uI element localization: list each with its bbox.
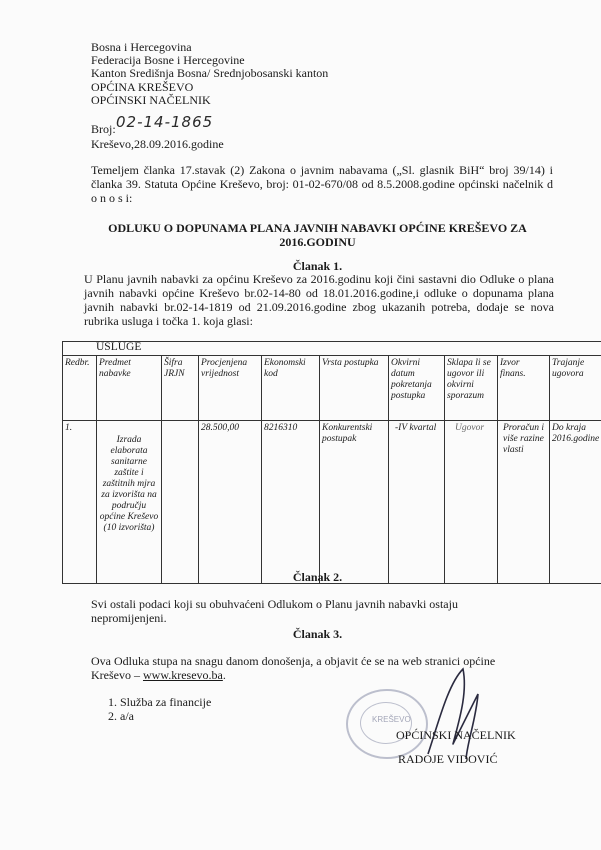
header-line-country: Bosna i Hercegovina [91,40,192,54]
cell-sifra [162,421,199,584]
signature-role: OPĆINSKI NAČELNIK [396,728,516,742]
cell-datum: -IV kvartal [389,421,445,584]
website-link[interactable]: www.kresevo.ba [142,668,223,682]
cell-trajanje: Do kraja 2016.godine [550,421,601,584]
header-line-federation: Federacija Bosne i Hercegovine [91,53,245,67]
stamp-text: KREŠEVO [372,715,411,724]
cell-postupak: Konkurentski postupak [320,421,389,584]
official-stamp [346,689,428,759]
article3-heading: Članak 3. [292,627,343,641]
col-datum: Okvirni datum pokretanja postupka [389,356,445,421]
table-header-row [63,356,601,421]
header-line-canton: Kanton Središnja Bosna/ Srednjobosanski kanton [91,66,329,80]
cell-predmet [97,421,162,584]
article3-text-prefix: Kreševo – [91,668,143,682]
col-sifra: Šifra JRJN [162,356,199,421]
broj-handwritten-value: 02-14-1865 [116,113,214,131]
col-kod: Ekonomski kod [262,356,320,421]
col-redbr: Redbr. [63,356,97,421]
header-line-office: OPĆINSKI NAČELNIK [91,93,211,107]
procurement-table [62,341,601,584]
col-izvor: Izvor finans. [498,356,550,421]
cell-izvor: Proračun i više razine vlasti [498,421,550,584]
col-postupak: Vrsta postupka [320,356,389,421]
distribution-item-1: 1. Služba za financije [108,695,212,709]
header-line-municipality: OPĆINA KREŠEVO [91,80,194,94]
cell-redbr: 1. [63,421,97,584]
broj-label: Broj: [91,122,116,136]
handwritten-signature [418,664,498,764]
cell-ugovor: Ugovor [445,421,498,584]
article1-text: U Planu javnih nabavki za općinu Kreševo za 2016.godinu koji čini sastavni dio Odluke o plana javnih nabavki općine Kreševo br.02-14-80 od 18.01.2016.godine,i odluke o dopunama plana javnih nabavki br.02-14-1819 od 21.09.2016.godine zbog ukazanih potreba, dodaje se nova rubrika usluga i točka 1. koja glasi: [84,272,554,328]
signature-name: RADOJE VIDOVIĆ [398,752,498,766]
cell-vrijednost: 28.500,00 [199,421,262,584]
document-title-line2: 2016.GODINU [279,235,356,249]
article1-heading: Članak 1. [292,259,343,273]
table-section-label: USLUGE [63,342,601,356]
article3-text-line1: Ova Odluka stupa na snagu danom donošenja, a objavit će se na web stranici općine [91,654,496,668]
article3-text-line2 [91,668,226,682]
table-row [63,421,601,584]
place-date: Kreševo,28.09.2016.godine [91,137,224,151]
article2-heading: Članak 2. [292,570,343,584]
cell-kod: 8216310 [262,421,320,584]
document-title-line1: ODLUKU O DOPUNAMA PLANA JAVNIH NABAVKI OPĆINE KREŠEVO ZA [108,221,527,235]
col-ugovor: Sklapa li se ugovor ili okvirni sporazum [445,356,498,421]
article2-text: Svi ostali podaci koji su obuhvaćeni Odlukom o Planu javnih nabavki ostaju nepromijenjeni. [91,597,458,625]
col-trajanje: Trajanje ugovora [550,356,601,421]
article3-text-suffix: . [222,668,226,682]
col-vrijednost: Procjenjena vrijednost [199,356,262,421]
distribution-item-2: 2. a/a [108,709,134,723]
cell-predmet-text: Izrada elaborata sanitarne zaštite i zaštitnih mjra za izvorišta na području općine Kreševo (10 izvorišta) [99,435,159,533]
preamble-text: Temeljem članka 17.stavak (2) Zakona o javnim nabavama („Sl. glasnik BiH“ broj 39/14) i članka 39. Statuta Općine Kreševo, broj: 01-02-670/08 od 8.5.2008.godine općinski načelnik d o n o s i: [91,163,553,205]
col-predmet: Predmet nabavke [97,356,162,421]
